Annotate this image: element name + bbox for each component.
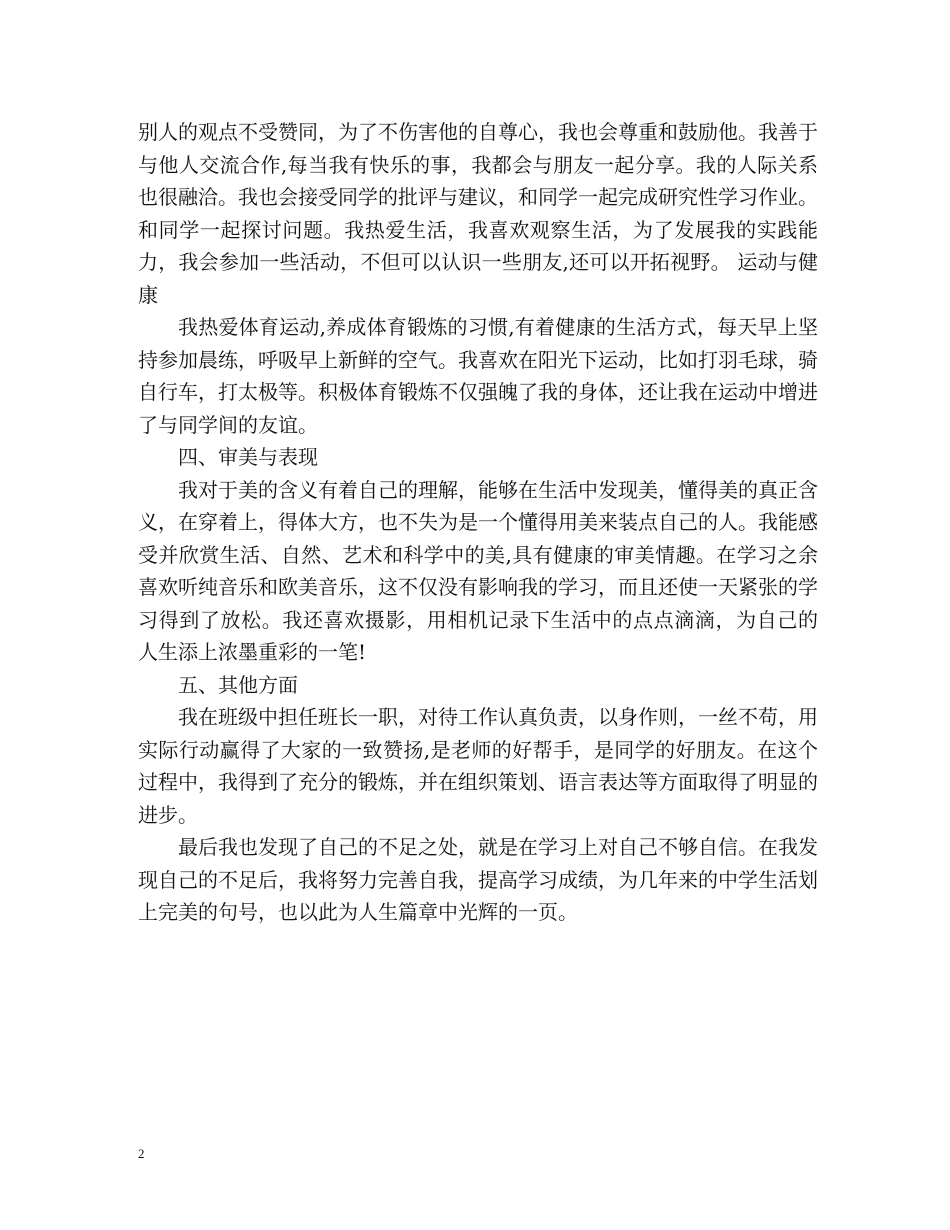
paragraph-conclusion: 最后我也发现了自己的不足之处，就是在学习上对自己不够自信。在我发现自己的不足后，我将努力完善自我，提高学习成绩，为几年来的中学生活划上完美的句号，也以此为人生篇章中光辉的一页。 <box>138 835 818 924</box>
page-number: 2 <box>138 1146 145 1161</box>
section-heading-aesthetics: 四、审美与表现 <box>178 445 318 469</box>
section-heading-other: 五、其他方面 <box>178 672 298 697</box>
paragraph-class-monitor: 我在班级中担任班长一职，对待工作认真负责，以身作则，一丝不苟，用实际行动赢得了大家的一致赞扬,是老师的好帮手，是同学的好朋友。在这个过程中，我得到了充分的锻炼，并在组织策划、语言表达等方面取得了明显的进步。 <box>138 705 818 827</box>
paragraph-social-skills: 别人的观点不受赞同，为了不伤害他的自尊心，我也会尊重和鼓励他。我善于与他人交流合作,每当我有快乐的事，我都会与朋友一起分享。我的人际关系也很融洽。我也会接受同学的批评与建议，和同学一起完成研究性学习作业。和同学一起探讨问题。我热爱生活，我喜欢观察生活，为了发展我的实践能力，我会参加一些活动，不但可以认识一些朋友,还可以开拓视野。 运动与健康 <box>138 120 818 307</box>
paragraph-aesthetics: 我对于美的含义有着自己的理解，能够在生活中发现美，懂得美的真正含义，在穿着上，得体大方，也不失为是一个懂得用美来装点自己的人。我能感受并欣赏生活、自然、艺术和科学中的美,具有健康的审美情趣。在学习之余喜欢听纯音乐和欧美音乐，这不仅没有影响我的学习，而且还使一天紧张的学习得到了放松。我还喜欢摄影，用相机记录下生活中的点点滴滴，为自己的 人生添上浓墨重彩的一笔! <box>138 477 818 664</box>
document-body <box>138 116 818 929</box>
paragraph-sports-health: 我热爱体育运动,养成体育锻炼的习惯,有着健康的生活方式，每天早上坚持参加晨练，呼吸早上新鲜的空气。我喜欢在阳光下运动，比如打羽毛球，骑自行车，打太极等。积极体育锻炼不仅强魄了我的身体，还让我在运动中增进了与同学间的友谊。 <box>138 315 818 437</box>
